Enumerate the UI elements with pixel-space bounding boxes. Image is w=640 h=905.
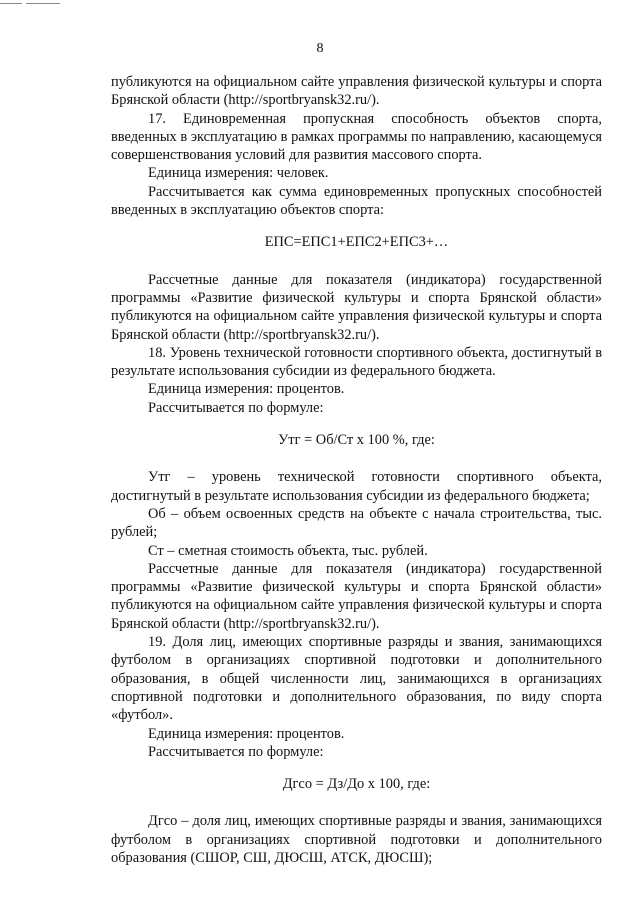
paragraph: 19. Доля лиц, имеющих спортивные разряды и звания, занимающихся футболом в организациях спортивной подготовки и дополнительного образования, в общей численности лиц, занимающихся в организациях спортивной подготовки и дополнительного образования, по виду спорта «футбол». — [111, 634, 602, 724]
paragraph: Единица измерения: процентов. — [148, 381, 345, 398]
paragraph: Ст – сметная стоимость объекта, тыс. рублей. — [148, 542, 428, 559]
formula: ЕПС=ЕПС1+ЕПС2+ЕПС3+… — [264, 234, 449, 251]
paragraph: публикуются на официальном сайте управления физической культуры и спорта Брянской области (http://sportbryansk32.ru/). — [111, 74, 602, 109]
formula: Утг = Об/Ст x 100 %, где: — [278, 432, 435, 449]
paragraph: 17. Единовременная пропускная способность объектов спорта, введенных в эксплуатацию в рамках программы по направлению, касающемуся совершенствования условий для развития массового спорта. — [111, 110, 602, 164]
paragraph: Рассчетные данные для показателя (индикатора) государственной программы «Развитие физической культуры и спорта Брянской области» публикуются на официальном сайте управления физической культуры и спорта Брянской области (http://sportbryansk32.ru/). — [111, 560, 602, 632]
paragraph: Об – объем освоенных средств на объекте с начала строительства, тыс. рублей; — [111, 505, 602, 541]
paragraph: Утг – уровень технической готовности спортивного объекта, достигнутый в результате использования субсидии из федерального бюджета; — [111, 469, 602, 504]
paragraph: Рассчитывается по формуле: — [148, 743, 324, 760]
page-number: 8 — [316, 41, 324, 56]
paragraph: Единица измерения: процентов. — [148, 725, 345, 742]
paragraph: Дгсо – доля лиц, имеющих спортивные разряды и звания, занимающихся футболом в организациях спортивной подготовки и дополнительного образования (СШОР, СШ, ДЮСШ, АТСК, ДЮСШ); — [111, 813, 602, 866]
paragraph: Единица измерения: человек. — [148, 165, 329, 182]
document-body — [111, 73, 602, 867]
paragraph: 18. Уровень технической готовности спортивного объекта, достигнутый в результате использования субсидии из федерального бюджета. — [111, 344, 602, 380]
formula: Дгсо = Дз/До x 100, где: — [282, 776, 431, 793]
paragraph: Рассчитывается по формуле: — [148, 399, 324, 416]
scan-corner-mark — [0, 0, 60, 5]
paragraph: Рассчитывается как сумма единовременных пропускных способностей введенных в эксплуатацию объектов спорта: — [111, 183, 602, 219]
paragraph: Рассчетные данные для показателя (индикатора) государственной программы «Развитие физической культуры и спорта Брянской области» публикуются на официальном сайте управления физической культуры и спорта Брянской области (http://sportbryansk32.ru/). — [111, 271, 602, 343]
